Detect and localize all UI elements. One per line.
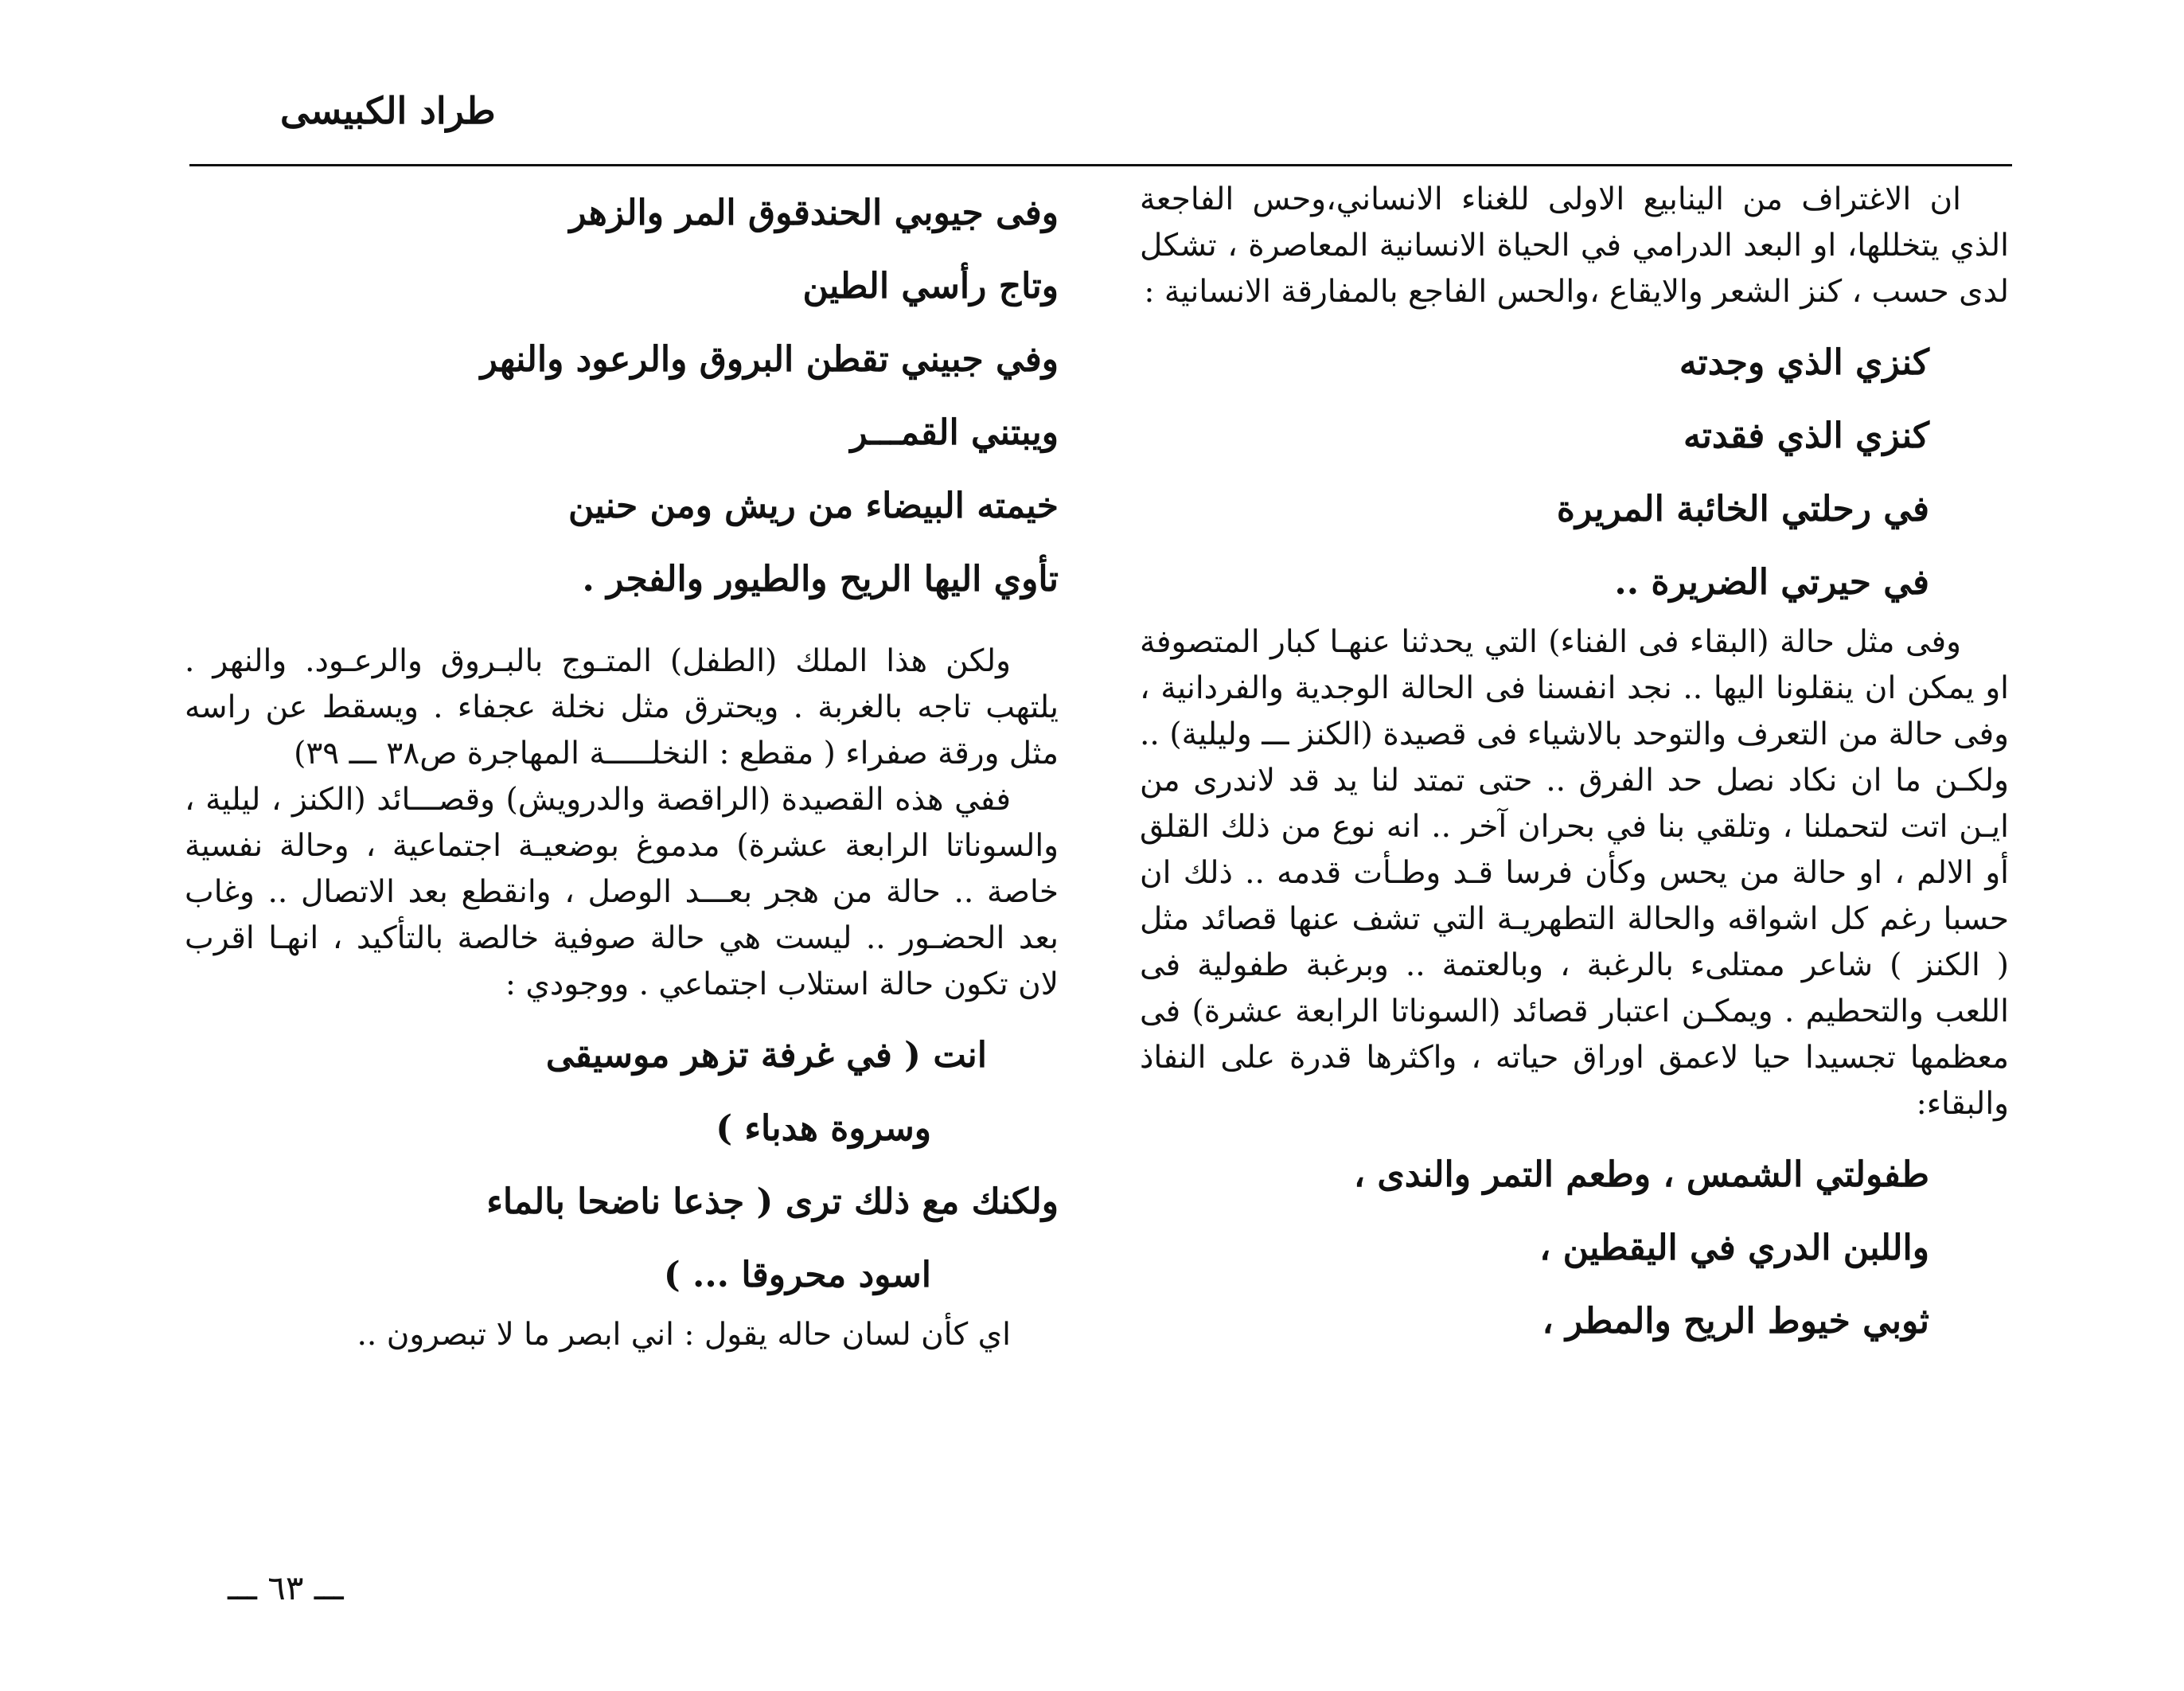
verse-line: ثوبي خيوط الريح والمطر ، [1542,1301,1929,1341]
verse-line: ولكنك مع ذلك ترى ( جذعا ناضحا بالماء [486,1181,1059,1222]
verse-line: وسروة هدباء ) [716,1108,931,1149]
verse-line: خيمته البيضاء من ريش ومن حنين [567,486,1059,526]
spacer [185,616,1059,639]
verse-line: واللبن الدري في اليقطين ، [1539,1228,1929,1268]
verse-line: في حيرتي الضريرة .. [1614,562,1929,603]
left-column [185,177,1059,1358]
verse-line: تأوي اليها الريح والطيور والفجر . [582,559,1059,599]
header-author-name: طراد الكبيسى [280,89,496,132]
left-paragraph-2: ففي هذه القصيدة (الراقصة والدرويش) وقصـــائد (الكنز ، ليلية ، والسوناتا الرابعة عشرة) مدموغ بوضعيـة اجتماعية ، وحالة نفسية خاصة .. حالة من هجر بعـــد الوصل ، وانقطع بعد الاتصال .. وغاب بعد الحضـور .. ليست هي حالة صوفية خالصة بالتأكيد ، انهـا اقرب لان تكون حالة استلاب اجتماعي . ووجودي : [185,782,1059,1002]
spacer [1140,315,2009,326]
spacer [185,1008,1059,1019]
verse-line: اسود محروقا ... ) [663,1255,931,1295]
verse-line: طفولتي الشمس ، وطعم التمر والندى ، [1353,1154,1929,1195]
verse-line: وتاج رأسي الطين [802,266,1059,307]
verse-line: انت ( في غرفة تزهر موسيقى [545,1035,987,1076]
verse-line: في رحلتي الخائبة المريرة [1556,489,1929,529]
right-paragraph-1: ان الاغتراف من الينابيع الاولى للغناء الانساني،وحس الفاجعة الذي يتخللها، او البعد الدرامي في الحياة الانسانية المعاصرة ، تشكل لدى حسب ، كنز الشعر والايقاع ،والحس الفاجع بالمفارقة الانسانية : [1140,182,2009,310]
right-verse-block-1 [1140,326,2009,619]
verse-line: وفي جبيني تقطن البروق والرعود والنهر [480,339,1059,380]
verse-line: وفى جيوبي الحندقوق المر والزهر [569,193,1059,233]
right-verse-block-2 [1140,1138,2009,1358]
page-number: ـــ ٦٣ ـــ [228,1568,344,1607]
right-paragraph-2: وفى مثل حالة (البقاء فى الفناء) التي يحدثنا عنهـا كبار المتصوفة او يمكن ان ينقلونا اليها .. نجد انفسنا فى الحالة الوجدية والفردانية ، وفى حالة من التعرف والتوحد بالاشياء فى قصيدة (الكنز ـــ وليلية) .. ولكـن ما ان نكاد نصل حد الفرق .. حتى تمتد لنا يد قد لاندرى من ايـن اتت لتحملنا ، وتلقي بنا في بحران آخر .. انه نوع من ذلك القلق أو الالم ، او حالة من يحس وكأن فرسا قـد وطـأت قدمه .. ذلك ان حسبا رغم كل اشواقه والحالة التطهريـة التي تشف عنها قصائد مثل ( الكنز ) شاعر ممتلىء بالرغبة ، وبالعتمة .. وبرغبة طفولية فى اللعب والتحطيم . ويمكـن اعتبار قصائد (السوناتا الرابعة عشرة) فى معظمها تجسيدا حيا لاعمق اوراق حياته ، واكثرها قدرة على النفاذ والبقاء: [1140,624,2009,1122]
right-column [1140,177,2009,1358]
spacer [1140,1127,2009,1138]
left-verse-block-2 [185,1019,1059,1312]
verse-line: كنزي الذي فقدته [1683,416,1929,456]
verse-line: كنزي الذي وجدته [1679,342,1929,383]
left-paragraph-1: ولكن هذا الملك (الطفل) المتـوج بالبـروق والرعـود. والنهر . يلتهب تاجه بالغربة . ويحترق مثل نخلة عجفاء . ويسقط عن راسه مثل ورقة صفراء ( مقطع : النخلـــــة المهاجرة ص٣٨ ـــ ٣٩) [185,643,1059,771]
verse-line: ويبتني القمـــر [850,412,1059,453]
left-verse-block-1 [185,177,1059,616]
header-rule [189,164,2012,166]
left-paragraph-3: اي كأن لسان حاله يقول : اني ابصر ما لا تبصرون .. [357,1317,1011,1353]
